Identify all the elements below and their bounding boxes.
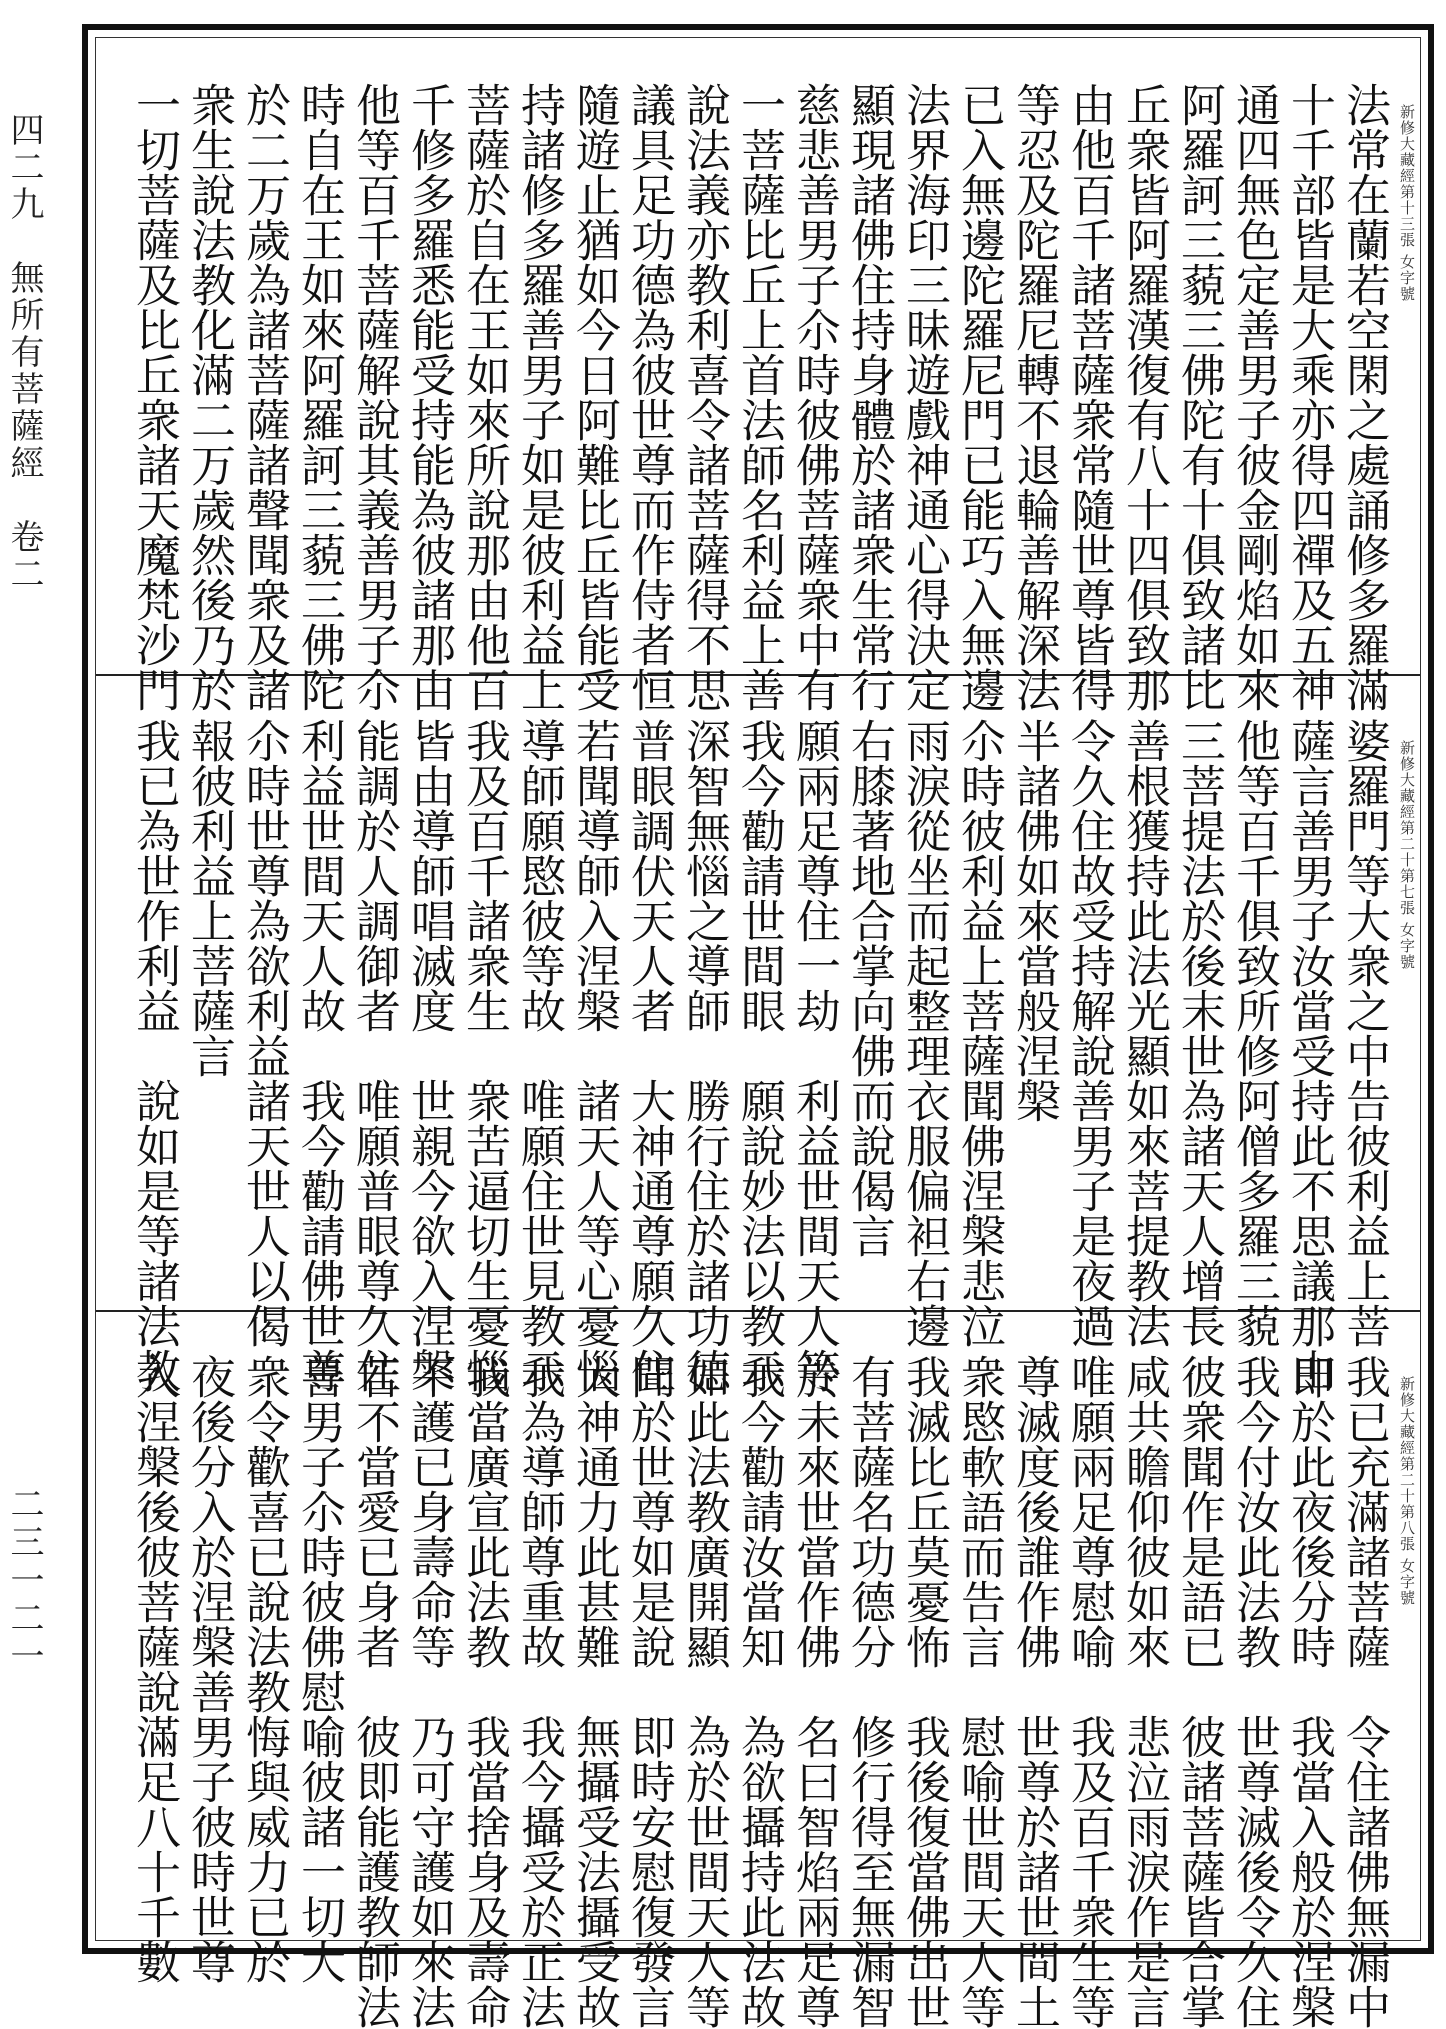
- text-column: 說法義亦教利喜令諸菩薩得不思: [678, 82, 731, 712]
- text-column: 不護已身壽命等 乃可守護如來法: [403, 1354, 456, 2029]
- text-column: 時自在王如來阿羅訶三藐三佛陀: [293, 82, 346, 712]
- text-column: 如此法教廣開顯 為於世間天人等: [678, 1354, 731, 2029]
- text-column: 他等百千菩薩解說其義善男子尒: [348, 82, 401, 712]
- text-column: 尒時彼利益上菩薩聞佛涅槃悲泣: [953, 718, 1006, 1348]
- text-column: 半諸佛如來當般涅槃: [1008, 718, 1061, 1123]
- text-panel-1: [96, 38, 1420, 712]
- text-column: 法常在蘭若空閑之處誦修多羅滿: [1338, 82, 1391, 712]
- text-column: 唯願兩足尊慰喻 我及百千衆生等: [1063, 1354, 1116, 2029]
- text-column: 千修多羅悉能受持能為彼諸那由: [403, 82, 456, 712]
- text-column: 議具足功德為彼世尊而作侍者恒: [623, 82, 676, 712]
- text-column: 阿羅訶三藐三佛陀有十俱致諸比: [1173, 82, 1226, 712]
- text-column: 我今付汝此法教 世尊滅後令久住: [1228, 1354, 1281, 2029]
- text-column: 我已充滿諸菩薩 令住諸佛無漏中: [1338, 1354, 1391, 2029]
- text-column: 我當廣宣此法教 我當捨身及壽命: [458, 1354, 511, 2029]
- text-column: 持諸修多羅善男子如是彼利益上: [513, 82, 566, 712]
- panel-edge-note: 新修大藏經第十三張 女字號: [1398, 104, 1416, 302]
- text-column: 善男子尒時彼佛慰喻彼諸一切大: [293, 1354, 346, 1984]
- text-column: 普眼調伏天人者 大神通尊願久住: [623, 718, 676, 1393]
- text-column: 我已為世作利益 說如是等諸法教: [128, 718, 181, 1393]
- text-column: 由他百千諸菩薩衆常隨世尊皆得: [1063, 82, 1116, 712]
- text-column: 大神通力此甚難 無攝受法攝受故: [568, 1354, 621, 2029]
- text-column: 隨遊止猶如今日阿難比丘皆能受: [568, 82, 621, 712]
- text-column: 衆令歡喜已說法教悔與威力已於: [238, 1354, 291, 1984]
- text-column: 報彼利益上菩薩言: [183, 718, 236, 1078]
- text-column: 即於此夜後分時 我當入般於涅槃: [1283, 1354, 1336, 2029]
- text-column: 三菩提法於後末世為諸天人增長: [1173, 718, 1226, 1348]
- panel-edge-note: 新修大藏經第二十第八張 女字號: [1398, 1376, 1416, 1606]
- text-column: 通四無色定善男子彼金剛焰如來: [1228, 82, 1281, 712]
- text-column: 深智無惱之導師 勝行住於諸功德: [678, 718, 731, 1393]
- text-column: 一切菩薩及比丘衆諸天魔梵沙門: [128, 82, 181, 712]
- sutra-title-margin: 四二九 無所有菩薩經 卷二: [4, 112, 44, 593]
- text-column: 能調於人調御者 唯願普眼尊久住: [348, 718, 401, 1393]
- text-column: 我滅比丘莫憂怖 我後復當佛出世: [898, 1354, 951, 2029]
- text-column: 我及百千諸衆生 衆苦逼切生憂惱: [458, 718, 511, 1393]
- text-column: 他等百千俱致所修阿僧多羅三藐: [1228, 718, 1281, 1348]
- text-column: 已入無邊陀羅尼門已能巧入無邊: [953, 82, 1006, 712]
- text-column: 於二万歲為諸菩薩諸聲聞衆及諸: [238, 82, 291, 712]
- text-column: 婆羅門等大衆之中告彼利益上菩: [1338, 718, 1391, 1348]
- print-block: [95, 37, 1421, 2029]
- text-column: 聞於世尊如是說 即時安慰復發言: [623, 1354, 676, 2029]
- text-column: 雨淚從坐而起整理衣服偏袒右邊: [898, 718, 951, 1348]
- text-column: 等忍及陀羅尼轉不退輪善解深法: [1008, 82, 1061, 712]
- text-column: 顯現諸佛住持身體於諸衆生常行: [843, 82, 896, 712]
- text-column: 有菩薩名功德分 修行得至無漏智: [843, 1354, 896, 2029]
- text-panel-2: [96, 674, 1420, 1393]
- text-panel-3: [96, 1310, 1420, 2029]
- text-column: 慈悲善男子尒時彼佛菩薩衆中有: [788, 82, 841, 712]
- text-column: 彼衆聞作是語已 彼諸菩薩皆合掌: [1173, 1354, 1226, 2029]
- text-column: 我今勸請汝當知 為欲攝持此法故: [733, 1354, 786, 2029]
- text-column: 若不當愛已身者 彼即能護教師法: [348, 1354, 401, 2029]
- text-column: 願兩足尊住一劫 利益世間天人等: [788, 718, 841, 1393]
- text-column: 一菩薩比丘上首法師名利益上善: [733, 82, 786, 712]
- text-column: 善根獲持此法光顯如來菩提教法: [1118, 718, 1171, 1348]
- text-column: 若聞導師入涅槃 諸天人等心憂惱: [568, 718, 621, 1393]
- text-column: 丘衆皆阿羅漢復有八十四俱致那: [1118, 82, 1171, 712]
- page-number-margin: 二三一二一: [4, 1486, 44, 1676]
- text-column: 法界海印三昧遊戲神通心得決定: [898, 82, 951, 712]
- text-column: 我今勸請世間眼 願說妙法以教示: [733, 718, 786, 1393]
- text-column: 衆生說法教化滿二万歲然後乃於: [183, 82, 236, 712]
- text-column: 利益世間天人故 我今勸請佛世尊: [293, 718, 346, 1393]
- text-column: 入涅槃後彼菩薩說滿足八十千數: [128, 1354, 181, 1984]
- text-column: 尊滅度後誰作佛 世尊於諸世間土: [1008, 1354, 1061, 2029]
- page-frame: [82, 24, 1434, 2029]
- text-column: 十千部皆是大乘亦得四禪及五神: [1283, 82, 1336, 712]
- text-column: 皆由導師唱滅度 世親今欲入涅槃: [403, 718, 456, 1393]
- text-column: 我為導師尊重故 我今攝受於正法: [513, 1354, 566, 2029]
- text-column: 右膝著地合掌向佛而說偈言: [843, 718, 896, 1258]
- text-column: 衆愍軟語而告言 慰喻世間天人等: [953, 1354, 1006, 2029]
- text-column: 於未來世當作佛 名曰智焰兩足尊: [788, 1354, 841, 2029]
- text-column: 菩薩於自在王如來所說那由他百: [458, 82, 511, 712]
- text-column: 令久住故受持解說善男子是夜過: [1063, 718, 1116, 1348]
- text-column: 夜後分入於涅槃善男子彼時世尊: [183, 1354, 236, 1984]
- text-column: 咸共瞻仰彼如來 悲泣雨淚作是言: [1118, 1354, 1171, 2029]
- text-column: 薩言善男子汝當受持此不思議那由: [1283, 718, 1336, 1393]
- panel-edge-note: 新修大藏經第二十第七張 女字號: [1398, 740, 1416, 970]
- text-column: 導師願愍彼等故 唯願住世見教示: [513, 718, 566, 1393]
- text-column: 尒時世尊為欲利益諸天世人以偈: [238, 718, 291, 1348]
